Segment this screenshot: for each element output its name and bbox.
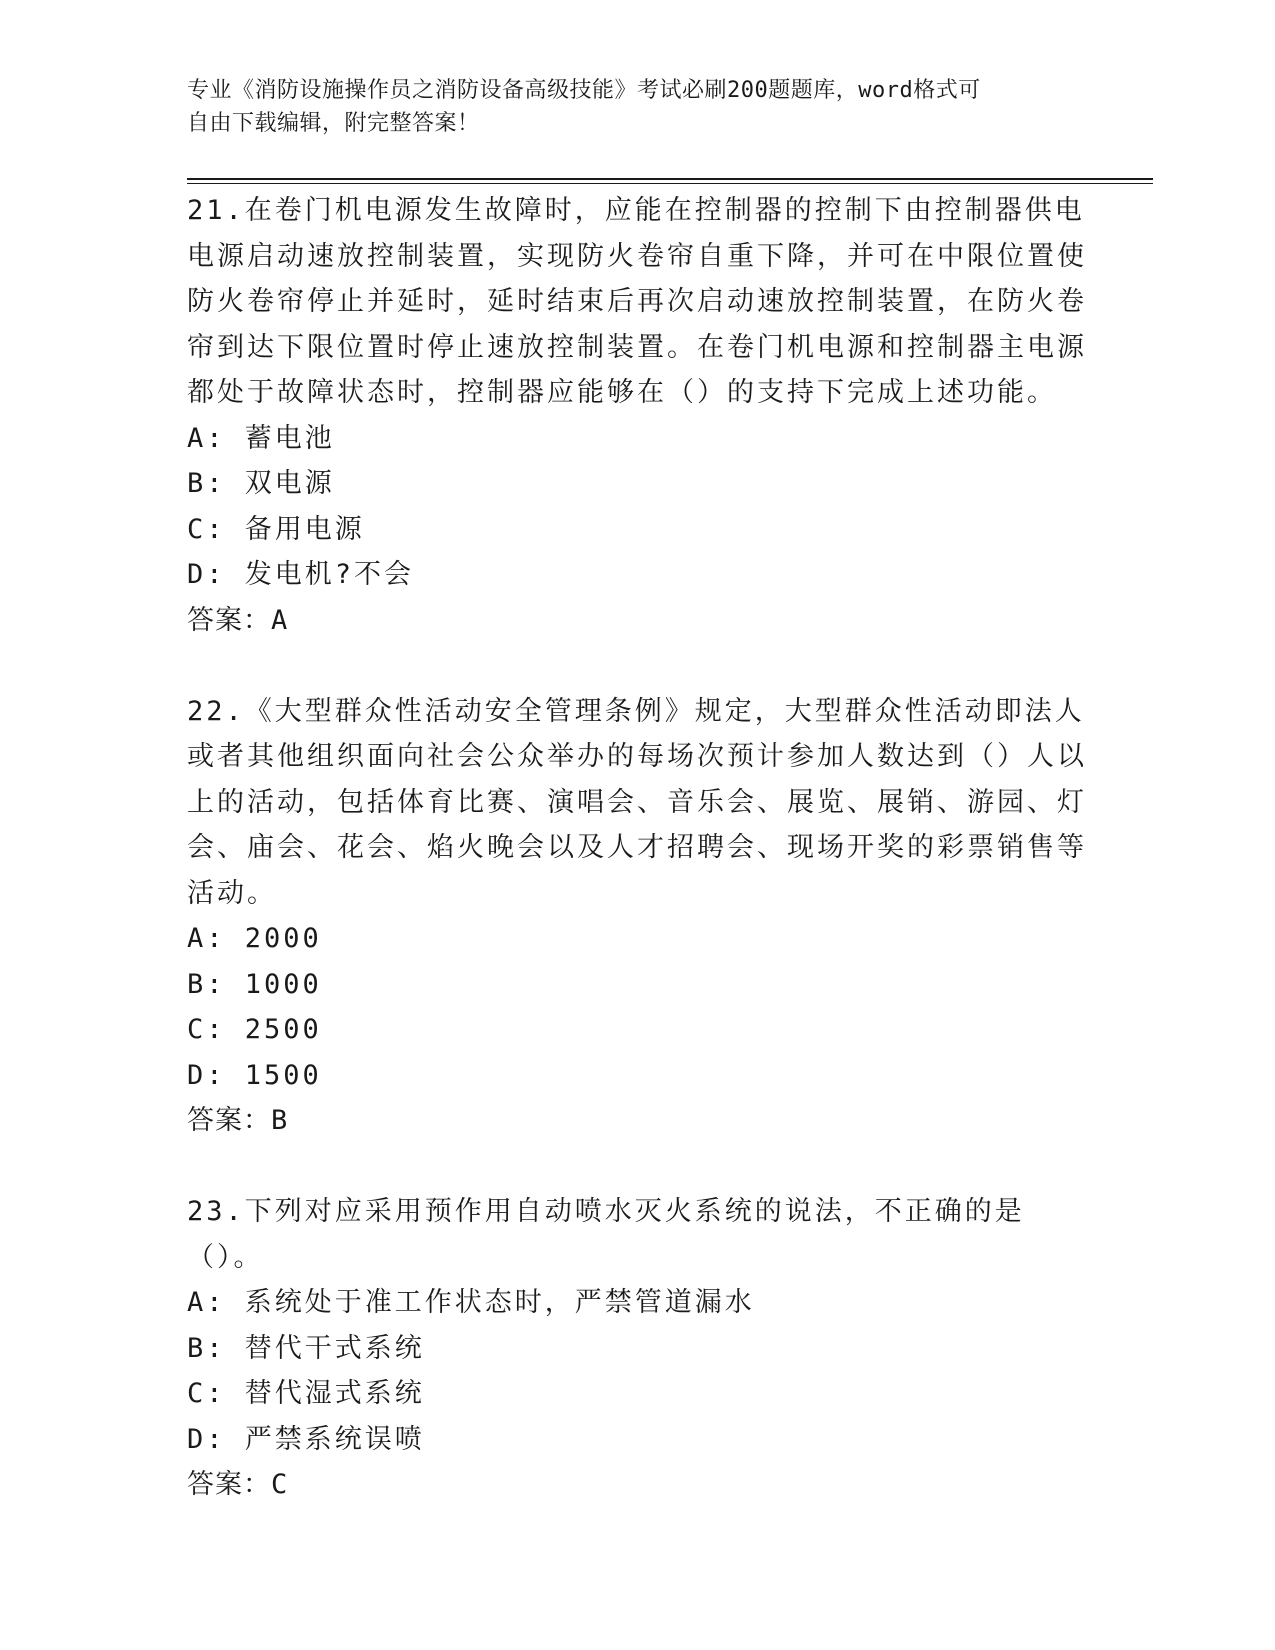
- option-a: A: 系统处于准工作状态时，严禁管道漏水: [187, 1287, 755, 1318]
- header-title-line-2: 自由下载编辑，附完整答案！: [187, 111, 480, 136]
- option-a: A: 2000: [187, 923, 322, 954]
- question-22: [187, 689, 1087, 1144]
- question-text: 21.在卷门机电源发生故障时，应能在控制器的控制下由控制器供电电源启动速放控制装置，实现防火卷帘自重下降，并可在中限位置使防火卷帘停止并延时，延时结束后再次启动速放控制装置，在防火卷帘到达下限位置时停止速放控制装置。在卷门机电源和控制器主电源都处于故障状态时，控制器应能够在（）的支持下完成上述功能。: [187, 195, 1087, 408]
- header-divider-thick: [187, 178, 1153, 180]
- answer-line: 答案：C: [187, 1469, 289, 1500]
- option-c: C: 备用电源: [187, 513, 365, 545]
- question-spacer: [187, 643, 1087, 689]
- option-c: C: 替代湿式系统: [187, 1378, 425, 1409]
- option-d: D: 严禁系统误喷: [187, 1423, 425, 1455]
- answer-line: 答案：B: [187, 1105, 289, 1136]
- option-c: C: 2500: [187, 1014, 322, 1045]
- header-title-line-1: 专业《消防设施操作员之消防设备高级技能》考试必刷200题题库，word格式可: [187, 78, 981, 103]
- option-a: A: 蓄电池: [187, 422, 335, 454]
- question-text: 22.《大型群众性活动安全管理条例》规定，大型群众性活动即法人或者其他组织面向社会公众举办的每场次预计参加人数达到（）人以上的活动，包括体育比赛、演唱会、音乐会、展览、展销、游园、灯会、庙会、花会、焰火晚会以及人才招聘会、现场开奖的彩票销售等活动。: [187, 695, 1087, 909]
- question-list: [187, 188, 1087, 1508]
- option-b: B: 双电源: [187, 468, 335, 499]
- option-b: B: 1000: [187, 968, 322, 1000]
- answer-line: 答案：A: [187, 604, 289, 636]
- document-header: [187, 74, 1087, 140]
- option-d: D: 发电机?不会: [187, 559, 415, 590]
- question-21: [187, 188, 1087, 643]
- option-d: D: 1500: [187, 1059, 322, 1091]
- question-text: 23.下列对应采用预作用自动喷水灭火系统的说法，不正确的是（）。: [187, 1196, 1025, 1273]
- option-b: B: 替代干式系统: [187, 1332, 425, 1364]
- question-spacer: [187, 1144, 1087, 1190]
- header-divider-thin: [187, 183, 1153, 184]
- question-23: [187, 1189, 1087, 1508]
